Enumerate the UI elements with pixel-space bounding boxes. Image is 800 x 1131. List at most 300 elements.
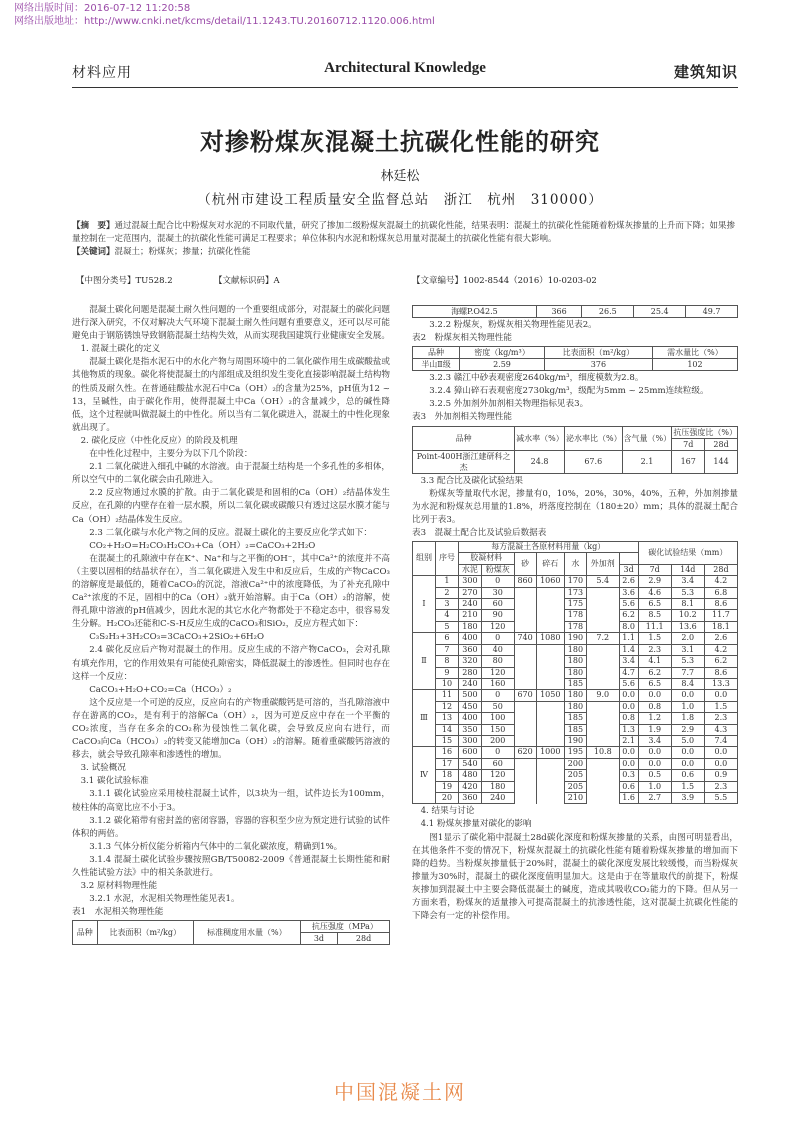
table-cell: 420 [458,781,481,792]
table-cell [514,701,536,712]
table-cell: 120 [481,667,514,678]
table-cell: 10.2 [671,610,704,621]
table-cell: 210 [458,610,481,621]
paragraph: 混凝土碳化是指水泥石中的水化产物与周围环境中的二氧化碳作用生成碳酸盐或其他物质的现象。碳化将使混凝土的内部组成及组织发生变化直接影响混凝土结构物的性质及耐久性。在普通硅酸盐水泥石中Ca（OH）₂的含量为25%，pH值为12 ~ 13，呈碱性，由于碳化作用，使得混凝土中Ca（OH）₂的含量减少，总的碱性降低，这个过程就叫做混凝土的中性化。所以当有二氧化碳进入，混凝土的中性化现象就出现了。 [72,357,390,433]
table-cell: 49.7 [686,306,738,318]
table1-title: 表1 水泥相关物理性能 [72,907,164,918]
table-cell: 100 [481,713,514,724]
table-cell: 120 [481,770,514,781]
table-row [413,690,738,701]
paragraph: 3.2.3 赣江中砂表观密度2640kg/m³，细度模数为2.8。 [429,373,644,384]
table-cell: 0.0 [638,758,671,769]
table-cell: 3.1 [671,644,704,655]
table-cell: 280 [458,667,481,678]
table-cell: 175 [564,599,586,610]
paragraph: 3.2.5 外加剂外加剂相关物理指标见表3。 [429,399,589,410]
table-cell: 4.3 [704,724,737,735]
table-cell [514,610,536,621]
table-cell [586,610,619,621]
table-row [413,701,738,712]
table-cell: 4.2 [704,576,737,587]
online-publish-time: 网络出版时间：2016-07-12 11:20:58 [14,3,191,14]
table-row [413,599,738,610]
table-cell: 25.4 [634,306,686,318]
table-cell: Ⅲ [413,690,436,747]
table-cell: 11.1 [638,621,671,632]
table1-header [72,920,390,945]
table-cell: 6.2 [619,610,638,621]
table-cell: 180 [564,667,586,678]
table-cell: 3 [435,599,458,610]
table-cell: 180 [564,701,586,712]
table-cell: 30 [481,587,514,598]
paragraph: 2.3 二氧化碳与水化产物之间的反应。混凝土碳化的主要反应化学式如下： [89,527,372,538]
keywords-text: 混凝土；粉煤灰；掺量；抗碳化性能 [114,247,251,257]
table-cell: 190 [564,633,586,644]
table-cell: 15 [435,735,458,746]
abstract-block [72,220,738,259]
table-cell: 5.5 [704,792,737,803]
table-cell: 178 [564,610,586,621]
table-cell: 2.0 [671,633,704,644]
left-column [72,304,390,1041]
table-cell: 0.3 [619,770,638,781]
paragraph: 3.2.2 粉煤灰，粉煤灰相关物理性能见表2。 [429,320,597,330]
table-cell: 173 [564,587,586,598]
subsection-heading: 3.2 原材料物理性能 [80,881,158,892]
table-cell: 20 [435,792,458,803]
table-cell: 1000 [536,747,564,758]
table-cell: 740 [514,633,536,644]
abstract-text: 通过混凝土配合比中粉煤灰对水泥的不同取代量，研究了掺加二级粉煤灰混凝土的抗碳化性能，结果表明：混凝土的抗碳化性能随着粉煤灰掺量的上升而下降；如果掺量控制在一定范围内，混凝土的抗碳化性能可满足工程要求；单位体积内水泥和粉煤灰总用量对混凝土的抗碳化性能有很大影响。 [72,221,736,244]
table-cell: 28d [704,564,737,575]
table-cell: 67.6 [564,450,622,473]
table-cell: 含气量（%） [622,426,672,450]
table-cell: 1.9 [638,724,671,735]
table-cell [536,621,564,632]
table-cell: 0.5 [638,770,671,781]
article-number: 【文章编号】1002-8544（2016）10-0203-02 [412,276,597,286]
table-cell: 18 [435,770,458,781]
table-cell [536,644,564,655]
table-cell: 0.0 [638,747,671,758]
table-cell: 144 [705,450,738,473]
table-cell: 14d [671,564,704,575]
paragraph: 图1显示了碳化箱中混凝土28d碳化深度和粉煤灰掺量的关系，由图可明显看出，在其他条件不变的情况下，粉煤灰混凝土的抗碳化性能有随着粉煤灰掺量的增加而下降的趋势。当粉煤灰掺量低于20%时，混凝土的碳化深度发展比较缓慢，而当粉煤灰掺量为30%时，混凝土的碳化深度值明显加大。这是由于在等量取代的前提下，粉煤灰掺加到混凝土中主要会降低混凝土的碱度，造成其吸收CO₂能力的下降。但从另一方面来看，粉煤灰的适量掺入可提高混凝土的抗渗透性能，这对混凝土抗碳化性能的下降会有一定的补偿作用。 [412,832,738,922]
table-cell: 19 [435,781,458,792]
table-cell [586,735,619,746]
table-cell: 0.6 [619,781,638,792]
table-cell: 1.5 [638,633,671,644]
table-cell: 8.1 [671,599,704,610]
table-cell: 水泥 [458,564,481,575]
table-cell [536,758,564,769]
table-cell: 4 [435,610,458,621]
table-cell: 1.5 [671,781,704,792]
paragraph: 3.1.3 气体分析仪能分析箱内气体中的二氧化碳浓度，精确到1%。 [89,841,343,852]
paper-title: 对掺粉煤灰混凝土抗碳化性能的研究 [200,127,600,156]
table-cell [514,644,536,655]
table-row [413,713,738,724]
table-cell: 240 [458,678,481,689]
table-cell: 7d [638,564,671,575]
table-cell: 13.3 [704,678,737,689]
table-cell: 28d [705,438,738,450]
affiliation: （杭州市建设工程质量安全监督总站 浙江 杭州 310000） [197,192,603,208]
formula: C₃S₂H₃+3H₂CO₃=3CaCO₃+2SiO₂+6H₂O [89,632,265,643]
table-cell: 组别 [413,542,436,576]
running-header [72,60,738,84]
formula: CaCO₃+H₂O+CO₂=Ca（HCO₃）₂ [89,684,232,695]
table-cell: 1.8 [671,713,704,724]
table-cell [514,599,536,610]
table-cell: 6.2 [638,667,671,678]
table-cell: 1.4 [619,644,638,655]
table-cell: 2.1 [619,735,638,746]
table-cell: 5 [435,621,458,632]
table-cell: 0.0 [704,690,737,701]
table-cell: 0.0 [704,758,737,769]
paragraph: 2.1 二氧化碳进入细孔中碱的水溶液。由于混凝土结构是一个多孔性的多相体，所以空气中的二氧化碳会由孔隙进入。 [72,462,390,486]
table-row [413,724,738,735]
table-cell: 13 [435,713,458,724]
table-cell: 300 [458,735,481,746]
table-cell: 480 [458,770,481,781]
table-cell: 砂 [514,553,536,576]
footer-watermark: 中国混凝土网 [334,1080,466,1104]
table-cell: 2.7 [638,792,671,803]
table-cell: 80 [481,656,514,667]
table-cell: 1.5 [704,701,737,712]
header-section: 材料应用 [72,65,132,81]
abstract-label: 【摘 要】 [72,221,115,231]
section-heading: 3. 试验概况 [80,763,126,774]
header-rule [72,87,738,88]
table-row [413,633,738,644]
mix-proportion-table [412,541,738,804]
table-cell [514,758,536,769]
table-cell: 每方混凝土各原材料用量（kg） [458,542,638,553]
table-cell: 5.3 [671,587,704,598]
table-cell [536,713,564,724]
table-cell [536,599,564,610]
table-cell: 3.4 [671,576,704,587]
paragraph: 3.1.2 碳化箱带有密封盖的密闭容器，容器的容积至少应为预定进行试验的试件体积的两倍。 [72,815,390,839]
table-cell: 160 [481,678,514,689]
table-cell: 60 [481,758,514,769]
table-cell: 6.5 [638,678,671,689]
table-cell: 8.5 [638,610,671,621]
table-cell: 450 [458,701,481,712]
table-cell: 5.6 [619,678,638,689]
table-cell: 抗压强度（MPa） [300,921,389,933]
table-cell: Ⅳ [413,747,436,804]
formula: CO₂+H₂O=H₂CO₃H₂CO₃+Ca（OH）₂=CaCO₃+2H₂O [89,540,316,551]
table-cell: 需水量比（%） [652,347,737,359]
table-cell: 9 [435,667,458,678]
table-cell: 3.4 [638,735,671,746]
table-cell: 1.2 [638,713,671,724]
table-cell [514,656,536,667]
table-cell: 0.8 [638,701,671,712]
table-cell: 4.2 [704,644,737,655]
table-cell: 13.6 [671,621,704,632]
table-cell: 24.8 [515,450,565,473]
subsection-heading: 3.3 配合比及碳化试验结果 [420,475,523,486]
paragraph: 3.1.1 碳化试验应采用棱柱混凝土试件，以3块为一组，试件边长为100mm，棱柱体的高宽比应不小于3。 [72,789,390,813]
table-cell: 28d [338,933,390,945]
table-cell: 3.6 [619,587,638,598]
table-cell [586,667,619,678]
table4-title: 表3 混凝土配合比及试验后数据表 [412,527,547,538]
paragraph: 3.1.4 混凝土碳化试验步骤按照GB/T50082-2009《普通混凝土长期性能和耐久性能试验方法》中的相关条款进行。 [72,854,390,879]
table-cell: 半山Ⅱ级 [413,359,460,371]
table-cell: 200 [481,735,514,746]
table-cell: 350 [458,724,481,735]
table-cell: 2.59 [460,359,545,371]
table-cell: 品种 [413,426,515,450]
table-cell: 0.0 [671,747,704,758]
table-cell: 7.7 [671,667,704,678]
table-cell: Ⅱ [413,633,436,690]
table-cell [536,667,564,678]
table-cell: 抗压强度比（%） [673,427,737,437]
table-cell [536,770,564,781]
table-cell: 2.9 [671,724,704,735]
table-cell: 120 [481,621,514,632]
table-cell [586,781,619,792]
section-heading: 4. 结果与讨论 [420,806,475,817]
author: 林廷松 [380,169,420,184]
table-cell: 26.5 [582,306,634,318]
table-cell: 0 [481,576,514,587]
table-cell: 8.4 [671,678,704,689]
table3-title: 表3 外加剂相关物理性能 [412,412,512,423]
table-cell [536,587,564,598]
table-cell [536,735,564,746]
table-cell [586,713,619,724]
clc-number: 【中图分类号】TU528.2 [76,276,173,286]
table-cell: 水 [564,553,586,576]
table-cell: 7 [435,644,458,655]
table-cell: 11.7 [704,610,737,621]
table-cell [586,656,619,667]
table-cell [514,735,536,746]
table-row [413,587,738,598]
table-cell: 620 [514,747,536,758]
table-cell: 1080 [536,633,564,644]
table-cell: 185 [564,713,586,724]
table-cell [536,678,564,689]
table-row [413,781,738,792]
table-cell [514,587,536,598]
table-cell: 400 [458,713,481,724]
table-cell [586,701,619,712]
paragraph: 3.2.1 水泥，水泥相关物理性能见表1。 [89,894,240,905]
table-cell [586,644,619,655]
table-cell: 2 [435,587,458,598]
table-cell: 3d [300,933,337,945]
subsection-heading: 3.1 碳化试验标准 [80,776,149,787]
table-cell: 2.3 [704,781,737,792]
table-cell: 0 [481,690,514,701]
table-cell: 400 [458,633,481,644]
table-cell [536,792,564,803]
table-cell: 0.0 [619,701,638,712]
table-cell: 5.4 [586,576,619,587]
table-row [413,758,738,769]
paragraph: 这个反应是一个可逆的反应，反应向右的产物重碳酸钙是可溶的，当孔隙溶液中存在游离的CO₂，是有利于的溶解Ca（OH）₂，因为可逆反应中存在一个平衡的CO₂浓度，当存在多余的CO₂称为侵蚀性二氧化碳，会导致反应向右进行，而CaCO₃向Ca（HCO₃）₂的转变又能增加Ca（OH）₂的溶解。随着重碳酸钙溶液的移去，就会导致孔隙率和渗透性的增加。 [72,697,390,761]
table-cell: 270 [458,587,481,598]
table-cell: 1060 [536,576,564,587]
table-cell: 3.9 [671,792,704,803]
table-cell: 胶凝材料 [458,553,514,564]
table-cell [514,724,536,735]
table-cell [586,758,619,769]
table-cell: 170 [564,576,586,587]
table-cell: 320 [458,656,481,667]
table-row [413,747,738,758]
table-cell: 600 [458,747,481,758]
paragraph: 在混凝土的孔隙液中存在K⁺、Na⁺和与之平衡的OH⁻，其中Ca²⁺的浓度并不高（主要以固相的结晶状存在），当二氧化碳进入发生中和反应后，生成的产物CaCO₃的溶解度是最低的，随着CaCO₃的沉淀，溶液Ca²⁺中的浓度降低，为了补充孔隙中Ca²⁺浓度的不足，固相中的Ca（OH）₂就开始溶解。由于Ca（OH）₂的溶解，使得孔隙中溶液的pH值减少，因此水泥的其它水化产物都处于不稳定态中，很容易发生分解。H₂CO₃还能和C-S-H反应生成的CaCO₃和SiO₂，反应方程式如下： [72,553,390,630]
table-cell: 品种 [413,347,460,359]
table-row [413,610,738,621]
table-row [413,621,738,632]
table-cell: 360 [458,792,481,803]
paragraph: 2.2 反应物通过水膜的扩散。由于二氧化碳是和固相的Ca（OH）₂结晶体发生反应，在孔隙的内壁存在着一层水膜，所以二氧化碳或碳酸只有透过这层水膜才能与Ca（OH）₂结晶体发生反应。 [72,488,390,525]
table-cell: 6.5 [638,599,671,610]
table-cell: 6.2 [704,656,737,667]
table-cell: 7d [672,438,705,450]
table-cell: 2.6 [704,633,737,644]
table-cell [586,678,619,689]
table-cell [536,701,564,712]
table-cell [536,656,564,667]
table-row [413,667,738,678]
table-cell [514,770,536,781]
table-cell: 240 [458,599,481,610]
table-cell: 17 [435,758,458,769]
table-cell: 0.8 [619,713,638,724]
table-cell: 178 [564,621,586,632]
online-publish-url[interactable]: 网络出版地址：http://www.cnki.net/kcms/detail/11.1243.TU.20160712.1120.006.html [14,16,435,27]
table-cell: 4.1 [638,656,671,667]
table-cell: 序号 [435,542,458,576]
table-cell: 7.2 [586,633,619,644]
table-cell: 比表面积（m²/kg） [544,347,652,359]
table-row [413,576,738,587]
table-cell [514,667,536,678]
table-cell [514,792,536,803]
table-cell: 9.0 [586,690,619,701]
table-cell: 240 [481,792,514,803]
table-cell: 300 [458,576,481,587]
table-cell [514,678,536,689]
table-cell: 1.0 [638,781,671,792]
table-cell: 860 [514,576,536,587]
table-cell: 50 [481,701,514,712]
table-cell [586,724,619,735]
table-cell: 10.8 [586,747,619,758]
table-cell: 14 [435,724,458,735]
table-cell: 11 [435,690,458,701]
table-cell: Ⅰ [413,576,436,633]
paragraph: 粉煤灰等量取代水泥，掺量有0，10%，20%，30%，40%，五种，外加剂掺量为水泥和粉煤灰总用量的1.8%，坍落度控制在（180±20）mm；具体的混凝土配合比列于表3。 [412,488,738,525]
table-cell [586,621,619,632]
subsection-heading: 4.1 粉煤灰掺量对碳化的影响 [420,819,532,830]
table-cell: 40 [481,644,514,655]
table-cell: 1 [435,576,458,587]
table-cell: 0 [481,747,514,758]
table-cell: 102 [652,359,737,371]
section-heading: 2. 碳化反应（中性化反应）的阶段及机理 [80,435,238,446]
table-cell: 8.6 [704,599,737,610]
right-column [412,304,738,1041]
table-cell: 8 [435,656,458,667]
table-cell: 180 [481,781,514,792]
table-cell: 150 [481,724,514,735]
table-cell: 3.4 [619,656,638,667]
table-cell: Point-400H浙江建研科之杰 [413,450,515,473]
table-cell: 0.0 [671,758,704,769]
paragraph: 混凝土碳化问题是混凝土耐久性问题的一个重要组成部分，对混凝土的碳化问题进行深入研究，不仅对解决大气环境下混凝土耐久性问题有重要意义，还可以尽可能避免由于钢筋锈蚀导致钢筋混凝土结构失效，从而实现我国建筑行业健康安全发展。 [72,305,390,342]
table-cell: 205 [564,781,586,792]
table-cell: 减水率（%） [515,426,565,450]
table-cell: 180 [564,644,586,655]
table-cell: 500 [458,690,481,701]
table-cell [536,781,564,792]
table-cell: 碎石 [536,553,564,576]
table-cell: 205 [564,770,586,781]
document-code: 【文献标识码】A [214,276,280,286]
table-cell: 0.0 [619,747,638,758]
paragraph: 2.4 碳化反应后产物对混凝土的作用。反应生成的不溶产物CaCO₃，会对孔隙有填充作用，它的作用效果有可能使孔隙密实，降低混凝土的渗透性。但同时也存在这样一个反应： [72,645,390,682]
table-row [413,678,738,689]
table-cell: 185 [564,678,586,689]
table-cell: 5.0 [671,735,704,746]
table-cell: 5.3 [671,656,704,667]
table-cell: 1.6 [619,792,638,803]
table-cell: 粉煤灰 [481,564,514,575]
table-cell [514,621,536,632]
header-journal: Architectural Knowledge [324,60,486,76]
table-cell: 16 [435,747,458,758]
table-cell: 5.6 [619,599,638,610]
table-cell: 8.6 [704,667,737,678]
table-cell: 18.1 [704,621,737,632]
paragraph: 在中性化过程中，主要分为以下几个阶段： [89,449,253,460]
table-cell: 0.6 [671,770,704,781]
table-cell: 360 [458,644,481,655]
table-cell [536,610,564,621]
table-cell: 60 [481,599,514,610]
table-cell: 泌水率比（%） [564,426,622,450]
paragraph: 3.2.4 獐山碎石表观密度2730kg/m³，级配为5mm ~ 25mm连续粒级。 [429,386,709,397]
table-cell: 密度（kg/m³） [460,347,545,359]
table-cell [514,713,536,724]
table-cell: 3d [619,564,638,575]
table-cell: 210 [564,792,586,803]
table-cell [586,770,619,781]
table-cell: 2.6 [619,576,638,587]
table-cell: 2.3 [704,713,737,724]
table-cell: 376 [544,359,652,371]
table-cell: 6 [435,633,458,644]
table-cell: 90 [481,610,514,621]
table2 [412,346,738,371]
table-cell: 180 [458,621,481,632]
table-cell: 7.4 [704,735,737,746]
